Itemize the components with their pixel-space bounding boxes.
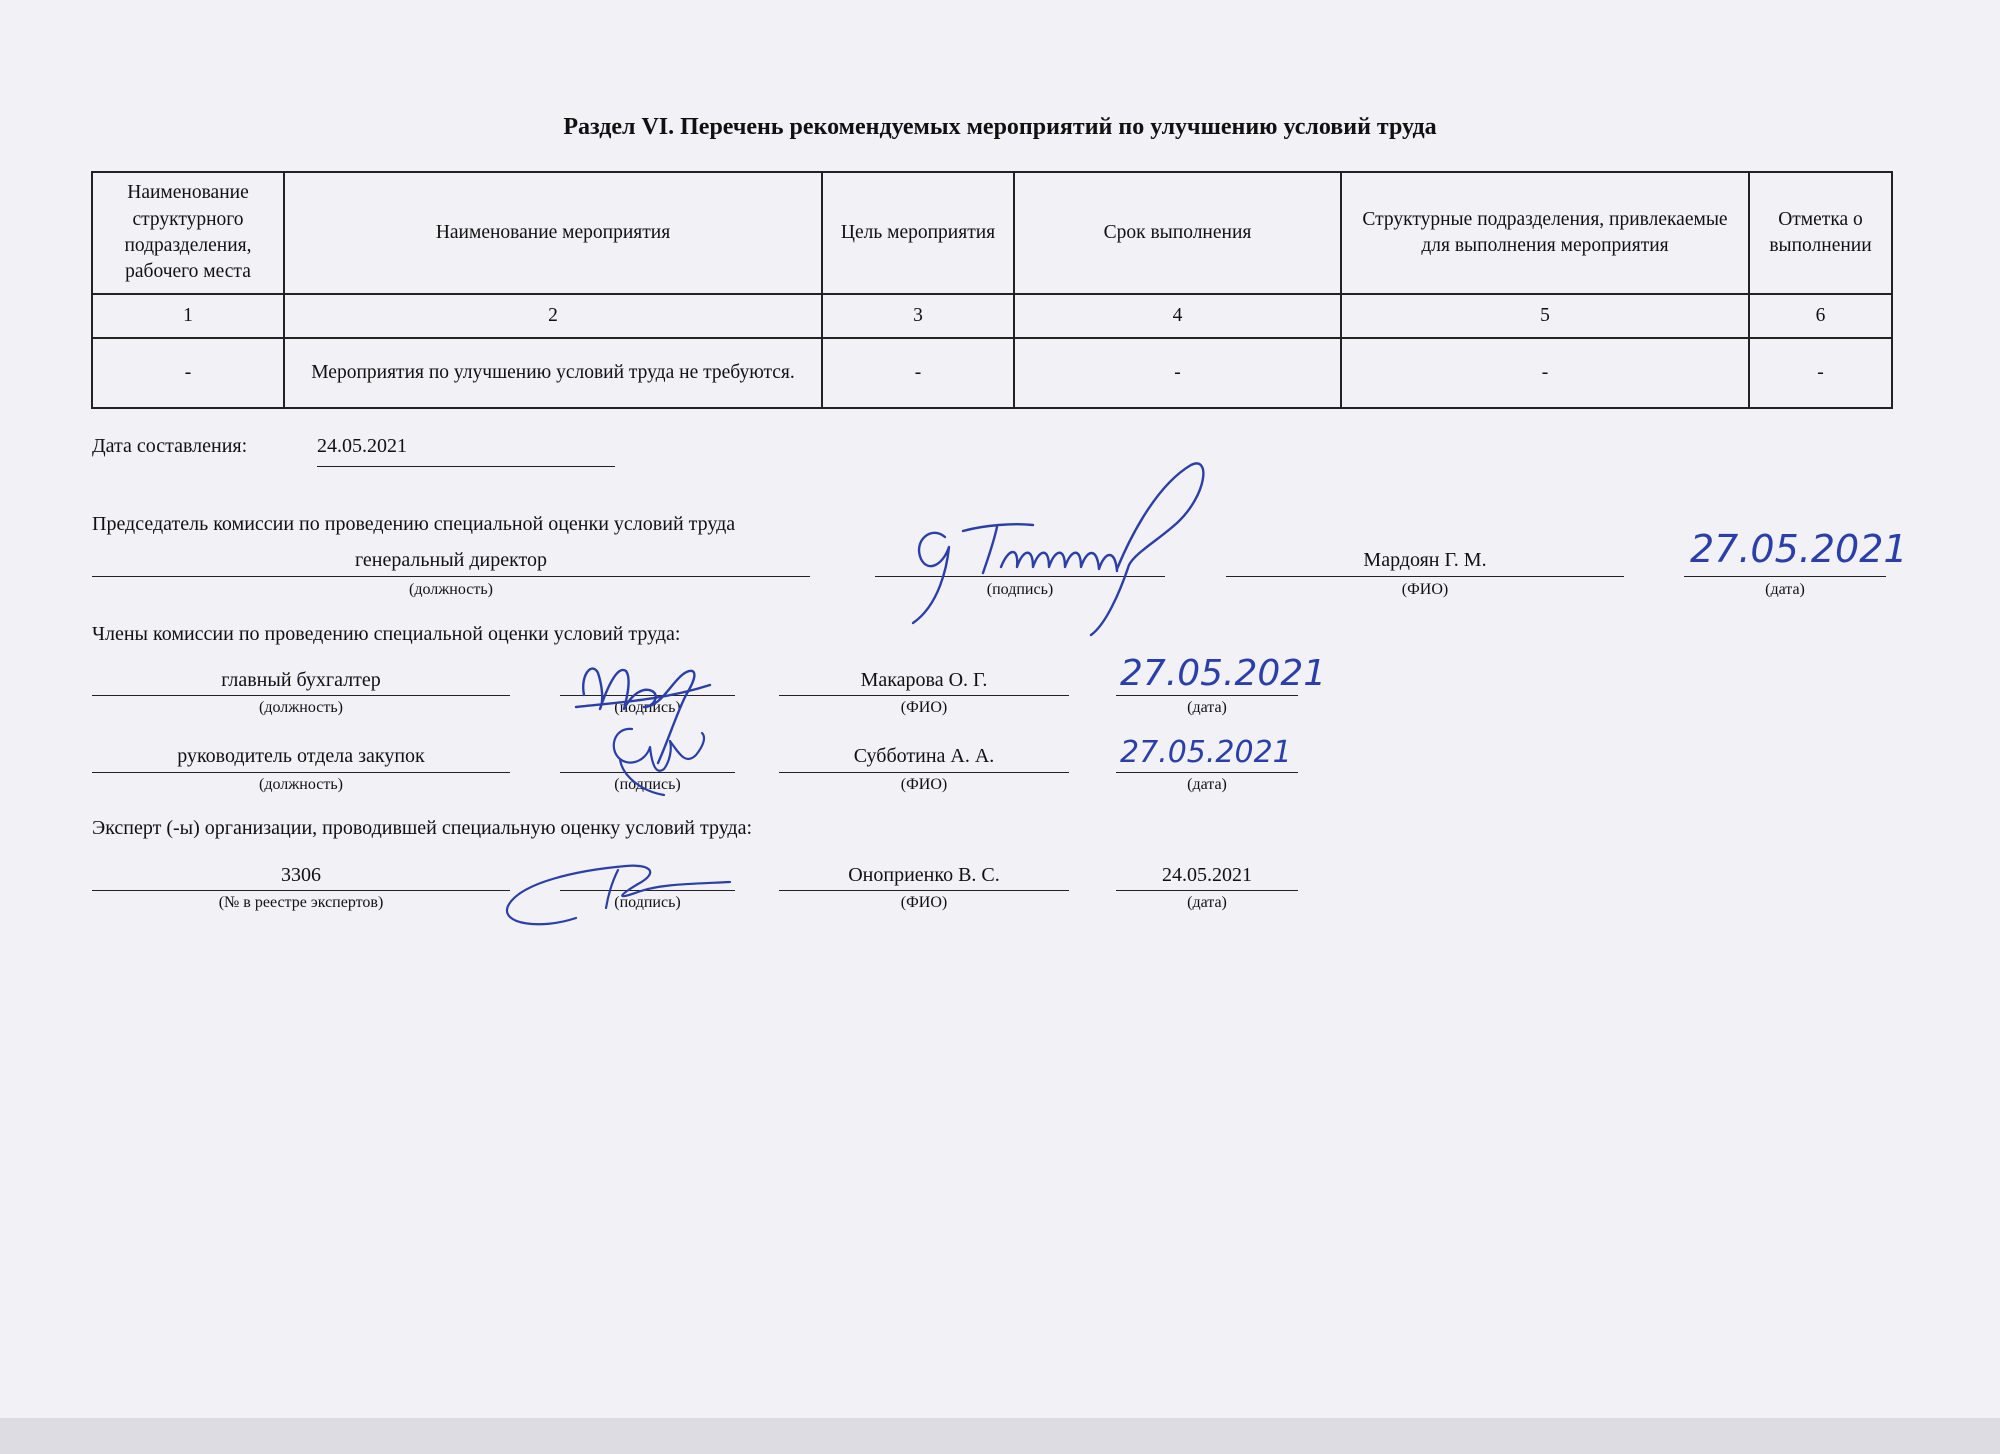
- expert-date-caption: (дата): [1187, 894, 1227, 911]
- expert-signature-caption: (подпись): [614, 894, 681, 911]
- compilation-date-line: [317, 466, 615, 467]
- member-1-position-caption: (должность): [259, 699, 343, 716]
- table-header-cell: Наименование структурного подразделения, рабочего места: [92, 172, 284, 294]
- table-cell: Мероприятия по улучшению условий труда не требуются.: [284, 338, 822, 408]
- table-cell: 5: [1341, 294, 1749, 338]
- table-cell: -: [1341, 338, 1749, 408]
- table-header-cell: Цель мероприятия: [822, 172, 1014, 294]
- member-2-date-line: [1116, 772, 1298, 773]
- member-2-name-line: [779, 772, 1069, 773]
- chairman-position-caption: (должность): [409, 581, 493, 598]
- table-cell: 1: [92, 294, 284, 338]
- scan-bottom-strip: [0, 1418, 2000, 1454]
- chairman-name-line: [1226, 576, 1624, 577]
- expert-name-caption: (ФИО): [900, 894, 948, 911]
- table-header-row: [92, 172, 1892, 294]
- chairman-heading: Председатель комиссии по проведению специальной оценки условий труда: [92, 513, 736, 535]
- table-cell: -: [1749, 338, 1892, 408]
- member-1-date-handwritten: 27.05.2021: [1120, 653, 1327, 694]
- expert-date: 24.05.2021: [1162, 864, 1252, 886]
- member-1-name-line: [779, 695, 1069, 696]
- member-2-date-handwritten: 27.05.2021: [1120, 735, 1292, 770]
- chairman-date-caption: (дата): [1765, 581, 1805, 598]
- chairman-position-line: [92, 576, 810, 577]
- member-1-name-caption: (ФИО): [900, 699, 948, 716]
- chairman-name: Мардоян Г. М.: [1363, 549, 1487, 571]
- compilation-date-value: 24.05.2021: [317, 435, 407, 457]
- expert-name: Оноприенко В. С.: [848, 864, 1000, 886]
- expert-signature-icon: [500, 840, 740, 930]
- member-1-position: главный бухгалтер: [221, 669, 381, 691]
- chairman-date-handwritten: 27.05.2021: [1690, 527, 1908, 571]
- section-title: Раздел VI. Перечень рекомендуемых мероприятий по улучшению условий труда: [563, 114, 1437, 140]
- member-2-name: Субботина А. А.: [853, 745, 995, 767]
- expert-registry-line: [92, 890, 510, 891]
- members-heading: Члены комиссии по проведению специальной оценки условий труда:: [92, 623, 681, 645]
- member-2-name-caption: (ФИО): [900, 776, 948, 793]
- table-row: [92, 338, 1892, 408]
- chairman-position: генеральный директор: [354, 549, 548, 571]
- chairman-signature-icon: [895, 455, 1215, 640]
- table-header-cell: Наименование мероприятия: [284, 172, 822, 294]
- member-2-signature-caption: (подпись): [614, 776, 681, 793]
- measures-table: [91, 171, 1893, 409]
- table-header-cell: Отметка о выполнении: [1749, 172, 1892, 294]
- table-cell: 3: [822, 294, 1014, 338]
- table-number-row: [92, 294, 1892, 338]
- table-cell: -: [822, 338, 1014, 408]
- table-header-cell: Срок выполнения: [1014, 172, 1341, 294]
- chairman-signature-caption: (подпись): [986, 581, 1054, 598]
- expert-date-line: [1116, 890, 1298, 891]
- member-1-signature-caption: (подпись): [614, 699, 681, 716]
- expert-registry-number: 3306: [281, 864, 321, 886]
- table-cell: 2: [284, 294, 822, 338]
- member-2-signature-icon: [600, 715, 720, 800]
- expert-name-line: [779, 890, 1069, 891]
- member-1-date-line: [1116, 695, 1298, 696]
- chairman-name-caption: (ФИО): [1401, 581, 1449, 598]
- table-header-cell: Структурные подразделения, привлекаемые для выполнения мероприятия: [1341, 172, 1749, 294]
- compilation-date-label: Дата составления:: [92, 435, 248, 457]
- member-2-position-line: [92, 772, 510, 773]
- member-2-date-caption: (дата): [1187, 776, 1227, 793]
- member-1-date-caption: (дата): [1187, 699, 1227, 716]
- table-cell: 4: [1014, 294, 1341, 338]
- member-2-position-caption: (должность): [259, 776, 343, 793]
- table-cell: -: [1014, 338, 1341, 408]
- member-2-position: руководитель отдела закупок: [177, 745, 425, 767]
- table-cell: 6: [1749, 294, 1892, 338]
- expert-heading: Эксперт (-ы) организации, проводившей специальную оценку условий труда:: [92, 817, 753, 839]
- chairman-date-line: [1684, 576, 1886, 577]
- expert-registry-caption: (№ в реестре экспертов): [218, 894, 384, 911]
- member-1-position-line: [92, 695, 510, 696]
- member-1-name: Макарова О. Г.: [860, 669, 988, 691]
- table-cell: -: [92, 338, 284, 408]
